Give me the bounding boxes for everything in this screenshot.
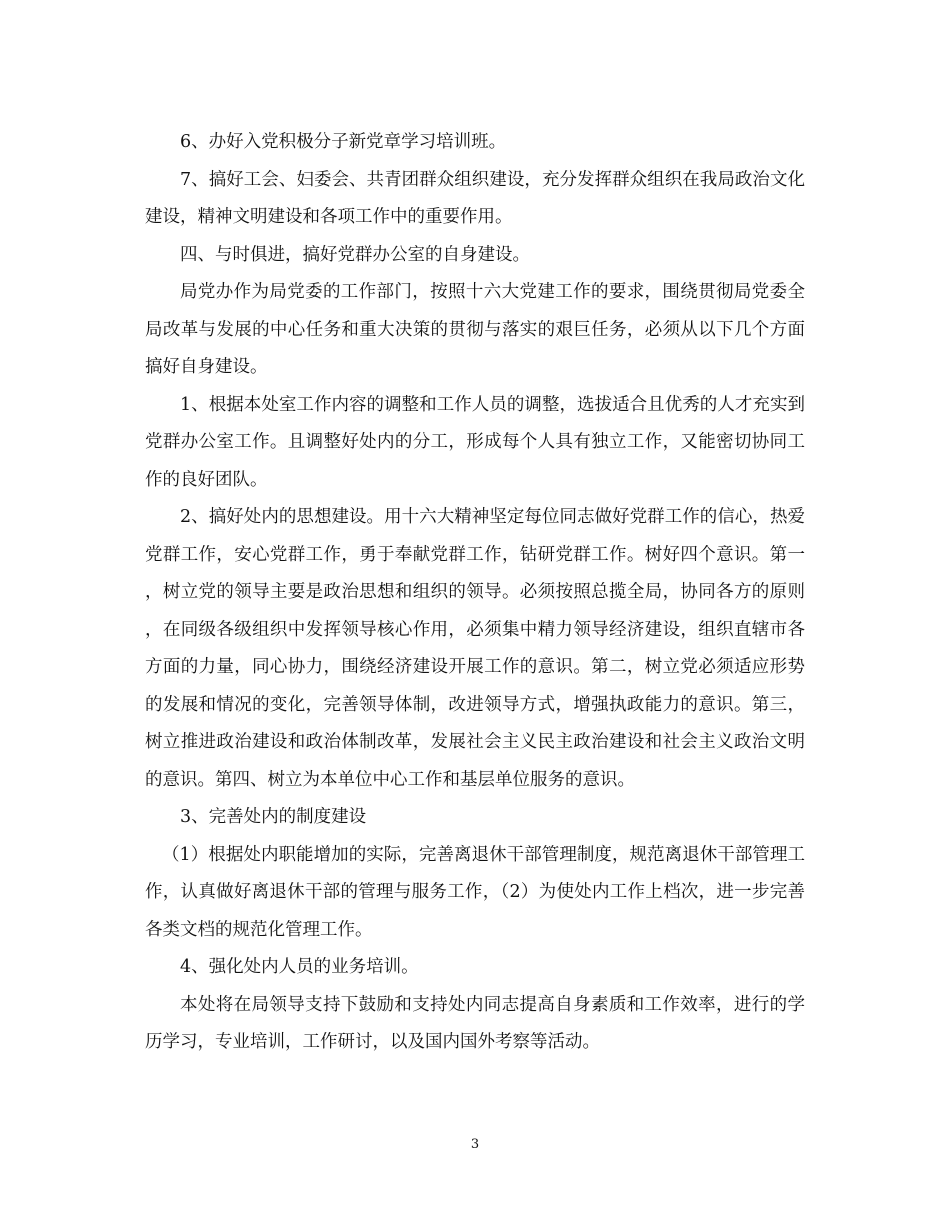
paragraph-point-3-detail: （1）根据处内职能增加的实际，完善离退休干部管理制度，规范离退休干部管理工作，认真做好离退休干部的管理与服务工作，（2）为使处内工作上档次，进一步完善各类文档的规范化管理工作。	[145, 844, 805, 940]
paragraph-point-1: 1、根据本处室工作内容的调整和工作人员的调整，选拔适合且优秀的人才充实到党群办公室工作。且调整好处内的分工，形成每个人具有独立工作，又能密切协同工作的良好团队。	[145, 394, 805, 490]
document-body	[145, 124, 805, 1062]
paragraph-point-4: 4、强化处内人员的业务培训。	[180, 957, 419, 977]
paragraph-point-3: 3、完善处内的制度建设	[180, 807, 367, 827]
paragraph-item-7: 7、搞好工会、妇委会、共青团群众组织建设，充分发挥群众组织在我局政治文化建设，精神文明建设和各项工作中的重要作用。	[145, 169, 805, 227]
paragraph-point-4-detail: 本处将在局领导支持下鼓励和支持处内同志提高自身素质和工作效率，进行的学历学习，专业培训，工作研讨，以及国内国外考察等活动。	[145, 994, 805, 1052]
paragraph-point-2: 2、搞好处内的思想建设。用十六大精神坚定每位同志做好党群工作的信心，热爱党群工作，安心党群工作，勇于奉献党群工作，钻研党群工作。树好四个意识。第一，树立党的领导主要是政治思想和组织的领导。必须按照总揽全局，协同各方的原则，在同级各级组织中发挥领导核心作用，必须集中精力领导经济建设，组织直辖市各方面的力量，同心协力，围绕经济建设开展工作的意识。第二，树立党必须适应形势的发展和情况的变化，完善领导体制，改进领导方式，增强执政能力的意识。第三，树立推进政治建设和政治体制改革，发展社会主义民主政治建设和社会主义政治文明的意识。第四、树立为本单位中心工作和基层单位服务的意识。	[145, 507, 805, 790]
section-heading-4: 四、与时俱进，搞好党群办公室的自身建设。	[180, 244, 530, 265]
paragraph-intro: 局党办作为局党委的工作部门，按照十六大党建工作的要求，围绕贯彻局党委全局改革与发展的中心任务和重大决策的贯彻与落实的艰巨任务，必须从以下几个方面搞好自身建设。	[145, 282, 805, 377]
page-number: 3	[470, 1137, 480, 1152]
paragraph-item-6: 6、办好入党积极分子新党章学习培训班。	[180, 132, 507, 152]
